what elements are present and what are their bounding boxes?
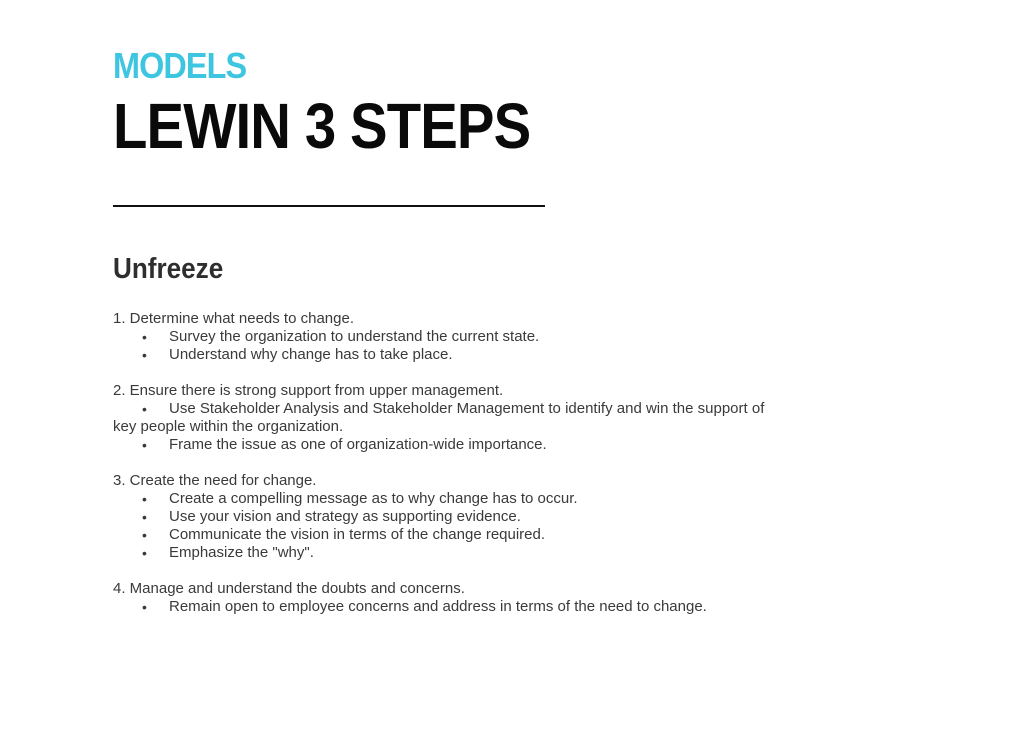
title-divider	[113, 205, 545, 207]
bullet-item	[113, 526, 783, 544]
section-heading: Unfreeze	[113, 253, 224, 285]
bullet-text: Frame the issue as one of organization-wide importance.	[169, 436, 547, 453]
bullet-text: Communicate the vision in terms of the change required.	[169, 526, 546, 543]
bullet-text: Remain open to employee concerns and address in terms of the need to change.	[169, 598, 707, 615]
page-title: LEWIN 3 STEPS	[113, 90, 531, 162]
step-title: 2. Ensure there is strong support from upper management.	[113, 382, 504, 399]
bullet-icon: •	[142, 401, 147, 417]
bullet-icon: •	[142, 347, 147, 363]
steps-list	[113, 310, 783, 616]
bullet-text: Understand why change has to take place.	[169, 346, 453, 363]
bullet-icon: •	[142, 509, 147, 525]
bullet-item	[113, 436, 783, 454]
bullet-icon: •	[142, 527, 147, 543]
step-title: 4. Manage and understand the doubts and concerns.	[113, 580, 465, 597]
bullet-text: Use Stakeholder Analysis and Stakeholder Management to identify and win the support of key people within the organization.	[113, 400, 765, 435]
step-title: 1. Determine what needs to change.	[113, 310, 354, 327]
step-title: 3. Create the need for change.	[113, 472, 317, 489]
slide	[113, 44, 813, 634]
bullet-item	[113, 598, 783, 616]
step-item	[113, 472, 783, 562]
bullet-text: Survey the organization to understand the current state.	[169, 328, 540, 345]
bullet-icon: •	[142, 491, 147, 507]
bullet-text: Use your vision and strategy as supporting evidence.	[169, 508, 521, 525]
bullet-text: Create a compelling message as to why change has to occur.	[169, 490, 578, 507]
bullet-icon: •	[142, 545, 147, 561]
bullet-icon: •	[142, 329, 147, 345]
bullet-text: Emphasize the "why".	[169, 544, 314, 561]
step-item	[113, 310, 783, 364]
bullet-item	[113, 328, 783, 346]
step-item	[113, 580, 783, 616]
bullet-icon: •	[142, 599, 147, 615]
eyebrow-label: MODELS	[113, 45, 247, 86]
bullet-icon: •	[142, 437, 147, 453]
bullet-item	[113, 544, 783, 562]
step-item	[113, 382, 783, 454]
bullet-item	[113, 400, 783, 436]
bullet-item	[113, 508, 783, 526]
bullet-item	[113, 490, 783, 508]
bullet-item	[113, 346, 783, 364]
